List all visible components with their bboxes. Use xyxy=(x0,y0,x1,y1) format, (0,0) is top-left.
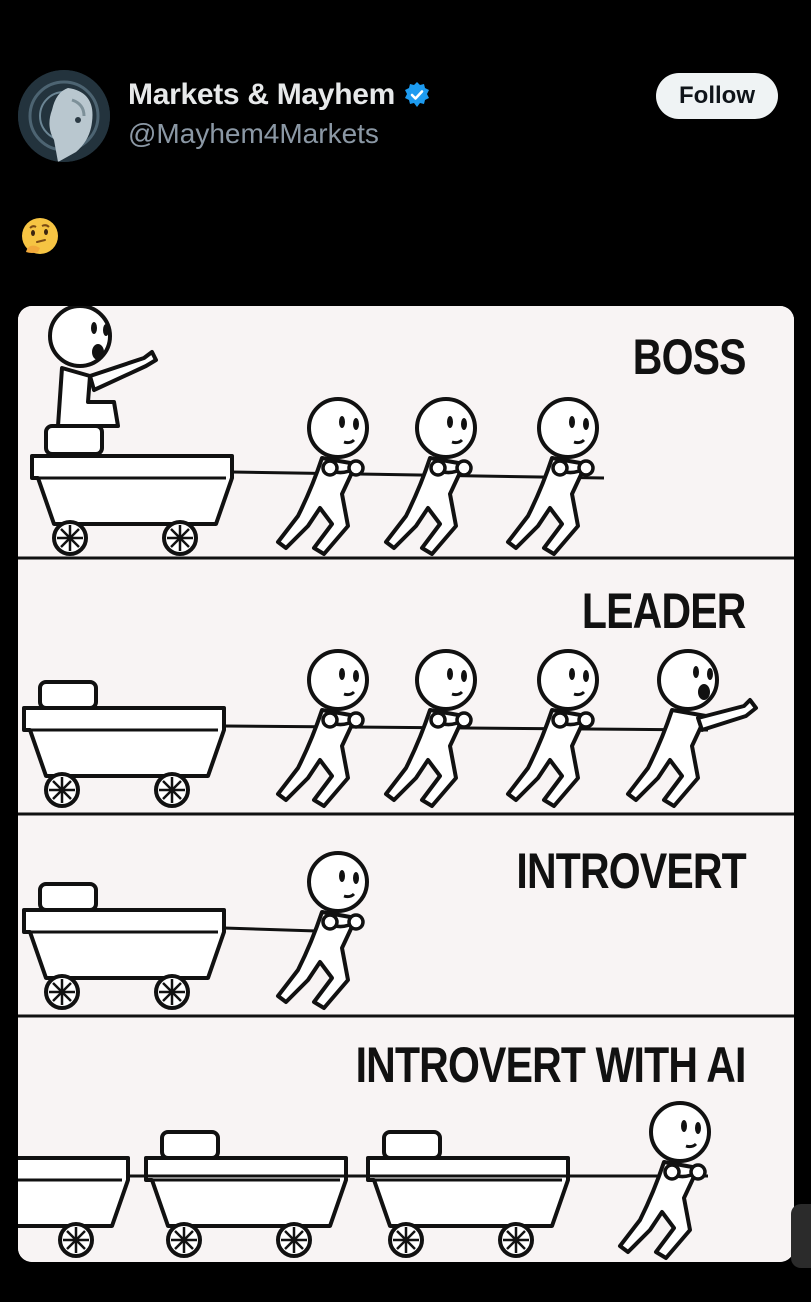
caption-leader: LEADER xyxy=(582,583,746,639)
author-name[interactable]: Markets & Mayhem xyxy=(128,78,395,111)
author-handle[interactable]: @Mayhem4Markets xyxy=(128,118,379,149)
scrollbar-handle[interactable] xyxy=(791,1204,811,1268)
meme-image[interactable] xyxy=(18,306,794,1262)
caption-boss: BOSS xyxy=(633,329,746,385)
thinking-face-icon xyxy=(20,216,60,256)
follow-button[interactable]: Follow xyxy=(656,73,778,119)
author-avatar[interactable] xyxy=(18,70,110,162)
caption-introvert: INTROVERT xyxy=(516,843,746,899)
verified-badge-icon xyxy=(403,81,431,109)
caption-introvert-with-ai: INTROVERT WITH AI xyxy=(356,1037,746,1093)
